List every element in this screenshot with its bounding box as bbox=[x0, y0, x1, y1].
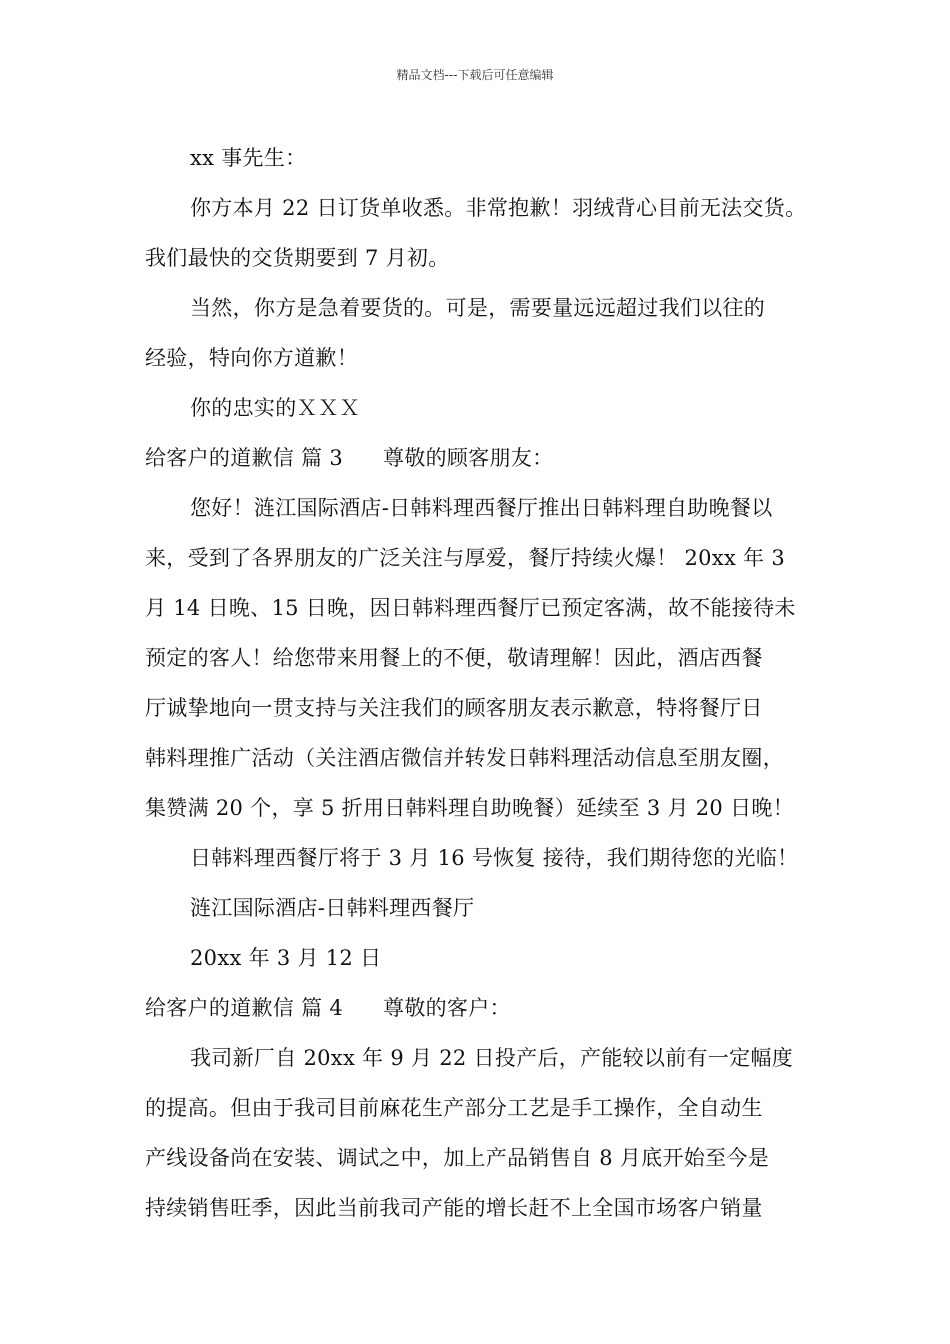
section-title: 给客户的道歉信 篇 3 bbox=[145, 446, 344, 470]
signature-line: 涟江国际酒店-日韩料理西餐厅 bbox=[190, 896, 475, 920]
paragraph-line: 日韩料理西餐厅将于 3 月 16 号恢复 接待，我们期待您的光临！ bbox=[190, 846, 799, 870]
paragraph-line: 的提高。但由于我司目前麻花生产部分工艺是手工操作，全自动生 bbox=[145, 1096, 763, 1120]
paragraph-line: 月 14 日晚、15 日晚，因日韩料理西餐厅已预定客满，故不能接待未 bbox=[145, 596, 796, 620]
date-line: 20xx 年 3 月 12 日 bbox=[190, 946, 382, 970]
section-heading bbox=[145, 983, 810, 1033]
paragraph-line: 你方本月 22 日订货单收悉。非常抱歉！羽绒背心目前无法交货。 bbox=[190, 196, 807, 220]
page-header: 精品文档---下载后可任意编辑 bbox=[396, 68, 554, 82]
salutation-line: xx 事先生： bbox=[190, 146, 307, 170]
paragraph-line: 经验，特向你方道歉！ bbox=[145, 346, 358, 370]
section-title: 给客户的道歉信 篇 4 bbox=[145, 996, 344, 1020]
paragraph-line: 产线设备尚在安装、调试之中，加上产品销售自 8 月底开始至今是 bbox=[145, 1146, 770, 1170]
paragraph-line: 当然，你方是急着要货的。可是，需要量远远超过我们以往的 bbox=[190, 296, 766, 320]
paragraph-line: 我司新厂自 20xx 年 9 月 22 日投产后，产能较以前有一定幅度 bbox=[190, 1046, 794, 1070]
closing-line: 你的忠实的ＸＸＸ bbox=[190, 396, 361, 420]
paragraph-line: 集赞满 20 个，享 5 折用日韩料理自助晚餐）延续至 3 月 20 日晚！ bbox=[145, 796, 794, 820]
salutation-line: 尊敬的客户： bbox=[383, 996, 511, 1020]
salutation-line: 尊敬的顾客朋友： bbox=[383, 446, 554, 470]
paragraph-line: 您好！涟江国际酒店-日韩料理西餐厅推出日韩料理自助晚餐以 bbox=[190, 496, 773, 520]
paragraph-line: 预定的客人！给您带来用餐上的不便，敬请理解！因此，酒店西餐 bbox=[145, 646, 763, 670]
paragraph-line: 厅诚挚地向一贯支持与关注我们的顾客朋友表示歉意，特将餐厅日 bbox=[145, 696, 763, 720]
document-body bbox=[145, 133, 810, 1233]
paragraph-line: 韩料理推广活动（关注酒店微信并转发日韩料理活动信息至朋友圈， bbox=[145, 746, 784, 770]
paragraph-line: 持续销售旺季，因此当前我司产能的增长赶不上全国市场客户销量 bbox=[145, 1196, 763, 1220]
paragraph-line: 来，受到了各界朋友的广泛关注与厚爱，餐厅持续火爆！ 20xx 年 3 bbox=[145, 546, 785, 570]
section-heading bbox=[145, 433, 810, 483]
paragraph-line: 我们最快的交货期要到 7 月初。 bbox=[145, 246, 450, 270]
